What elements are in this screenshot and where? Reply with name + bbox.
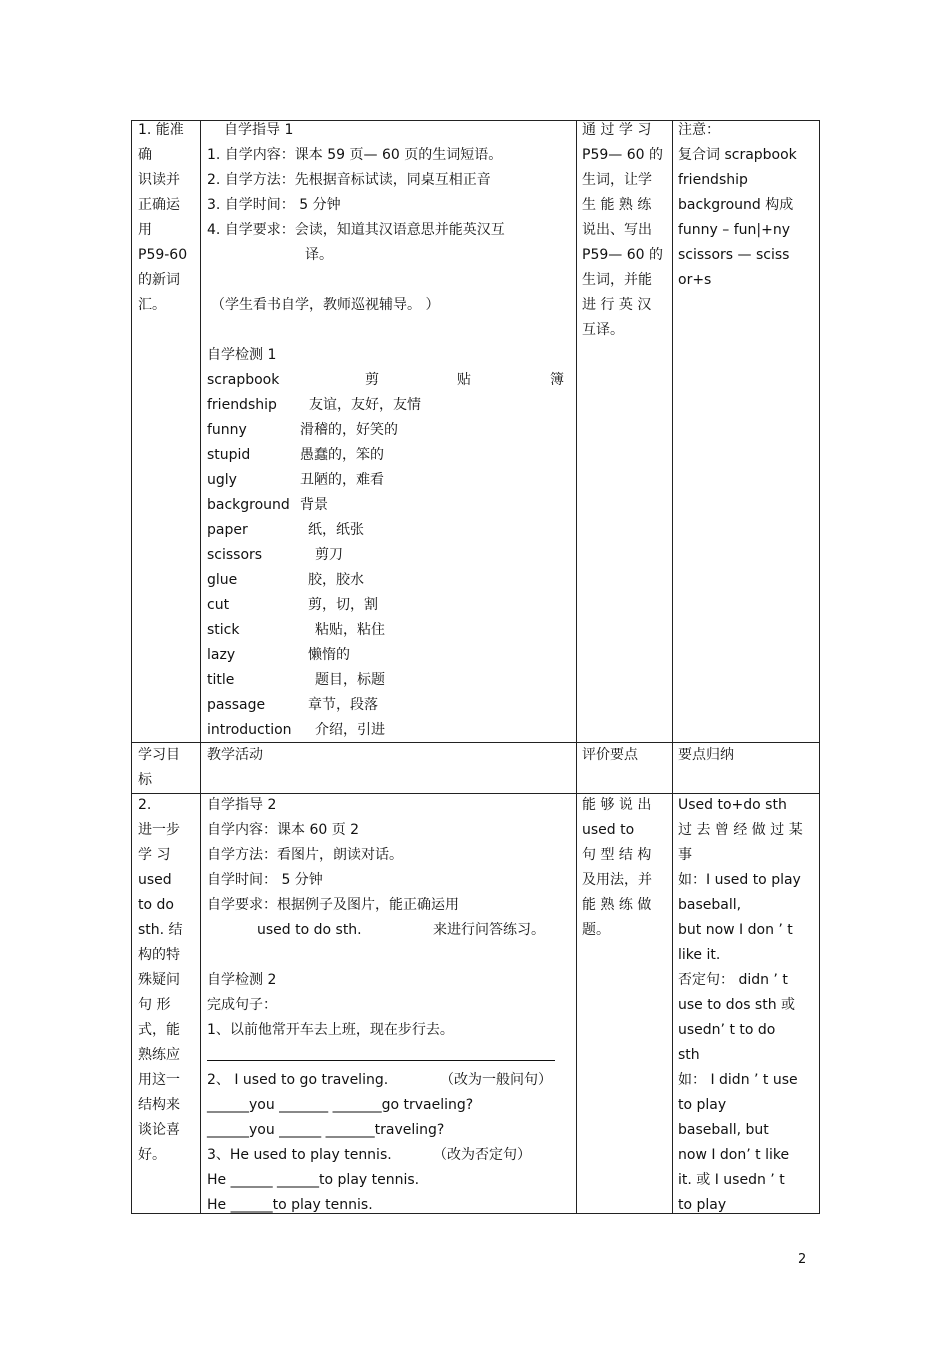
answer-line	[207, 1043, 570, 1068]
vocab-row: funny 滑稽的，好笑的	[207, 422, 398, 438]
row1-summary: 注意： 复合词 scrapbook friendship background 构成 funny – fun|+ny scissors — sciss or+s	[678, 122, 797, 288]
vocab-row: friendship 友谊，友好，友情	[207, 397, 421, 413]
question-3: 3、He used to play tennis. （改为否定句）	[207, 1147, 531, 1163]
header-evaluation: 评价要点	[582, 747, 638, 763]
vocab-row: glue 胶，胶水	[207, 572, 364, 588]
vocab-row: paper 纸，纸张	[207, 522, 364, 538]
vocab-row: introduction 介绍，引进	[207, 722, 385, 738]
guide1-title: 自学指导 1	[224, 122, 294, 138]
vocab-row: stick 粘贴，粘住	[207, 622, 385, 638]
row2-objective: 2. 进一步 学 习 used to do sth. 结 构的特 殊疑问 句 形 式，能 熟练应 用这一 结构来 谈论喜 好。	[138, 797, 183, 1163]
vocab-row: title 题目，标题	[207, 672, 385, 688]
question-1: 1、以前他常开车去上班，现在步行去。	[207, 1022, 454, 1038]
vocab-row: ugly 丑陋的，难看	[207, 472, 384, 488]
row2-evaluation: 能 够 说 出 used to 句 型 结 构 及用法，并 能 熟 练 做 题。	[582, 797, 652, 938]
row1-evaluation: 通 过 学 习 P59— 60 的 生词，让学 生 能 熟 练 说出、写出 P59— 60 的 生词，并能 进 行 英 汉 互译。	[582, 122, 663, 338]
header-objective: 学习目 标	[138, 747, 180, 788]
row2-activities: 自学指导 2 自学内容：课本 60 页 2 自学方法：看图片，朗读对话。 自学时间： 5 分钟 自学要求：根据例子及图片，能正确运用 used to do sth. 来进行问答练习。 自学检测 2 完成句子： 1、以前他常开车去上班，现在步行去。 2、 I used to go traveling. （改为一般问句） ______you _______ _______go trvaeling? ______you ______ _______traveling? 3、He used to play tennis. （改为否定句） He ______ ______to play tennis. He ______to play tennis.	[200, 793, 576, 1218]
check1-title: 自学检测 1	[207, 347, 277, 363]
vocab-row: scrapbook 剪 贴 簿	[207, 372, 564, 388]
header-summary: 要点归纳	[678, 747, 734, 763]
page-number: 2	[798, 1252, 807, 1267]
row1-objective: 1. 能准 确 识读并 正确运 用 P59-60 的新词 汇。	[138, 122, 188, 313]
lesson-table	[131, 120, 820, 1214]
row2-summary: Used to+do sth 过 去 曾 经 做 过 某 事 如：I used to play baseball, but now I don ’ t like it. 否定句： didn ’ t use to dos sth 或 usedn’ t to do sth 如： I didn ’ t use to play baseball, but now I don’ t like it. 或 I usedn ’ t to play	[678, 797, 803, 1213]
check2-title: 自学检测 2	[207, 972, 277, 988]
guide2-title: 自学指导 2	[207, 797, 277, 813]
vocab-row: cut 剪，切，割	[207, 597, 378, 613]
row1-activities: 自学指导 1 1. 自学内容：课本 59 页— 60 页的生词短语。 2. 自学方法：先根据音标试读，同桌互相正音 3. 自学时间： 5 分钟 4. 自学要求：会读，知道其汉语意思并能英汉互 译。 （学生看书自学，教师巡视辅导。 ） 自学检测 1 scrapbook 剪 贴 簿 friendship 友谊，友好，友情 funny 滑稽的，好笑的 stupid 愚蠢的，笨的 ugly 丑陋的，难看 background 背景 paper 纸，纸张 scissors 剪刀 glue 胶，胶水 cut 剪，切，割 stick 粘贴，粘住 lazy 懒惰的 title 题目，标题 passage 章节，段落 introduction 介绍，引进	[200, 118, 576, 743]
vocab-row: passage 章节，段落	[207, 697, 378, 713]
header-activities: 教学活动	[207, 747, 263, 763]
vocab-row: lazy 懒惰的	[207, 647, 350, 663]
question-2: 2、 I used to go traveling. （改为一般问句）	[207, 1072, 552, 1088]
guide1-note: （学生看书自学，教师巡视辅导。 ）	[211, 297, 440, 313]
vocab-row: background 背景	[207, 497, 328, 513]
vocab-row: stupid 愚蠢的，笨的	[207, 447, 384, 463]
vocab-row: scissors 剪刀	[207, 547, 343, 563]
